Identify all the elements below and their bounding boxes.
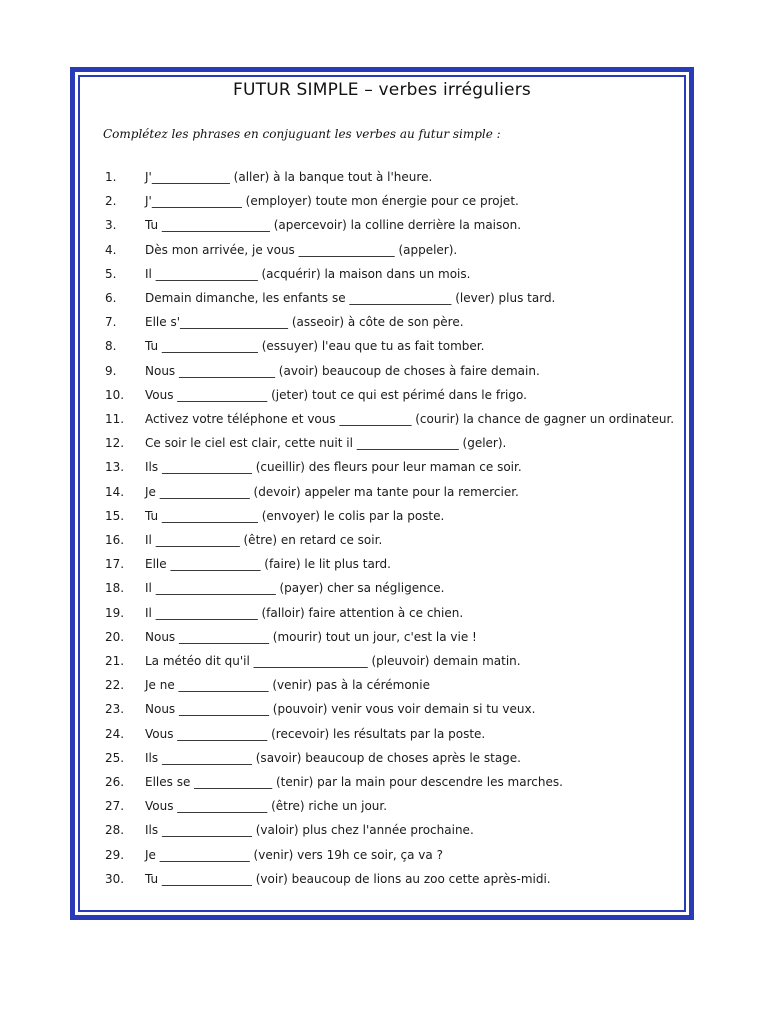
worksheet-title: FUTUR SIMPLE – verbes irréguliers — [233, 80, 531, 100]
exercise-number: 1. — [105, 170, 117, 184]
exercise-number: 26. — [105, 775, 125, 790]
worksheet-instruction: Complétez les phrases en conjuguant les verbes au futur simple : — [103, 127, 501, 141]
exercise-number: 8. — [105, 339, 117, 354]
exercise-sentence: J'_____________ (aller) à la banque tout à l'heure. — [145, 170, 433, 184]
exercise-number: 10. — [105, 387, 125, 402]
exercise-number: 5. — [105, 266, 117, 281]
exercise-sentence: Tu _______________ (voir) beaucoup de lions au zoo cette après-midi. — [145, 871, 551, 886]
exercise-number: 19. — [105, 605, 125, 620]
exercise-number: 9. — [105, 363, 117, 378]
exercise-sentence: Ce soir le ciel est clair, cette nuit il _________________ (geler). — [145, 436, 507, 451]
exercise-number: 17. — [105, 557, 125, 572]
exercise-sentence: Je _______________ (devoir) appeler ma tante pour la remercier. — [145, 484, 519, 499]
exercise-list — [105, 165, 675, 891]
exercise-item — [105, 334, 675, 358]
exercise-sentence: Vous _______________ (jeter) tout ce qui est périmé dans le frigo. — [145, 387, 527, 402]
exercise-sentence: Ils _______________ (cueillir) des fleurs pour leur maman ce soir. — [145, 460, 522, 475]
exercise-item — [105, 407, 675, 431]
exercise-item — [105, 504, 675, 528]
exercise-number: 4. — [105, 242, 117, 257]
exercise-sentence: Tu __________________ (apercevoir) la colline derrière la maison. — [145, 218, 522, 233]
exercise-sentence: J'_______________ (employer) toute mon énergie pour ce projet. — [145, 194, 519, 209]
exercise-sentence: Dès mon arrivée, je vous ________________ (appeler). — [145, 242, 458, 257]
exercise-item — [105, 552, 675, 576]
exercise-number: 12. — [105, 436, 125, 451]
exercise-item — [105, 165, 675, 189]
exercise-sentence: Il _________________ (acquérir) la maison dans un mois. — [145, 266, 471, 281]
exercise-number: 16. — [105, 533, 125, 548]
exercise-item — [105, 576, 675, 600]
exercise-item — [105, 528, 675, 552]
exercise-number: 23. — [105, 702, 125, 717]
exercise-item — [105, 189, 675, 213]
exercise-number: 6. — [105, 291, 117, 306]
exercise-number: 18. — [105, 581, 125, 596]
exercise-sentence: Activez votre téléphone et vous ____________ (courir) la chance de gagner un ordinateur. — [145, 412, 675, 427]
exercise-item — [105, 818, 675, 842]
exercise-item — [105, 431, 675, 455]
exercise-number: 21. — [105, 654, 125, 669]
exercise-number: 28. — [105, 823, 125, 838]
exercise-number: 11. — [105, 412, 125, 427]
exercise-number: 2. — [105, 194, 117, 209]
exercise-number: 30. — [105, 871, 125, 886]
exercise-number: 7. — [105, 315, 117, 330]
exercise-item — [105, 383, 675, 407]
exercise-number: 20. — [105, 629, 125, 644]
exercise-item — [105, 867, 675, 891]
exercise-sentence: Nous _______________ (pouvoir) venir vous voir demain si tu veux. — [145, 702, 536, 717]
exercise-item — [105, 746, 675, 770]
exercise-sentence: Il _________________ (falloir) faire attention à ce chien. — [145, 605, 464, 620]
worksheet-frame — [70, 67, 694, 920]
exercise-sentence: Elle s'__________________ (asseoir) à côte de son père. — [145, 315, 464, 330]
exercise-number: 22. — [105, 678, 125, 693]
exercise-sentence: La météo dit qu'il ___________________ (pleuvoir) demain matin. — [145, 654, 521, 669]
exercise-number: 25. — [105, 750, 125, 765]
exercise-number: 14. — [105, 484, 125, 499]
exercise-sentence: Elles se _____________ (tenir) par la main pour descendre les marches. — [145, 775, 563, 790]
exercise-item — [105, 455, 675, 479]
exercise-item — [105, 286, 675, 310]
exercise-item — [105, 794, 675, 818]
exercise-sentence: Nous _______________ (mourir) tout un jour, c'est la vie ! — [145, 629, 477, 644]
exercise-number: 24. — [105, 726, 125, 741]
exercise-sentence: Je ne _______________ (venir) pas à la cérémonie — [145, 678, 430, 693]
exercise-number: 13. — [105, 460, 125, 475]
exercise-sentence: Il ____________________ (payer) cher sa négligence. — [145, 581, 445, 596]
exercise-item — [105, 722, 675, 746]
exercise-sentence: Ils _______________ (savoir) beaucoup de choses après le stage. — [145, 750, 521, 765]
exercise-item — [105, 213, 675, 237]
exercise-number: 15. — [105, 508, 125, 523]
exercise-item — [105, 625, 675, 649]
exercise-item — [105, 649, 675, 673]
exercise-item — [105, 843, 675, 867]
exercise-item — [105, 697, 675, 721]
exercise-number: 3. — [105, 218, 117, 233]
exercise-number: 29. — [105, 847, 125, 862]
exercise-item — [105, 673, 675, 697]
exercise-sentence: Nous ________________ (avoir) beaucoup de choses à faire demain. — [145, 363, 540, 378]
exercise-item — [105, 480, 675, 504]
exercise-sentence: Demain dimanche, les enfants se _________________ (lever) plus tard. — [145, 291, 556, 306]
exercise-item — [105, 770, 675, 794]
exercise-sentence: Je _______________ (venir) vers 19h ce soir, ça va ? — [145, 847, 443, 862]
exercise-sentence: Vous _______________ (être) riche un jour. — [145, 799, 388, 814]
exercise-sentence: Elle _______________ (faire) le lit plus tard. — [145, 557, 391, 572]
exercise-number: 27. — [105, 799, 125, 814]
exercise-sentence: Il ______________ (être) en retard ce soir. — [145, 533, 383, 548]
exercise-sentence: Ils _______________ (valoir) plus chez l'année prochaine. — [145, 823, 474, 838]
exercise-sentence: Vous _______________ (recevoir) les résultats par la poste. — [145, 726, 486, 741]
exercise-item — [105, 310, 675, 334]
exercise-item — [105, 262, 675, 286]
exercise-item — [105, 238, 675, 262]
exercise-sentence: Tu ________________ (envoyer) le colis par la poste. — [145, 508, 445, 523]
exercise-sentence: Tu ________________ (essuyer) l'eau que tu as fait tomber. — [145, 339, 485, 354]
exercise-item — [105, 601, 675, 625]
exercise-item — [105, 359, 675, 383]
